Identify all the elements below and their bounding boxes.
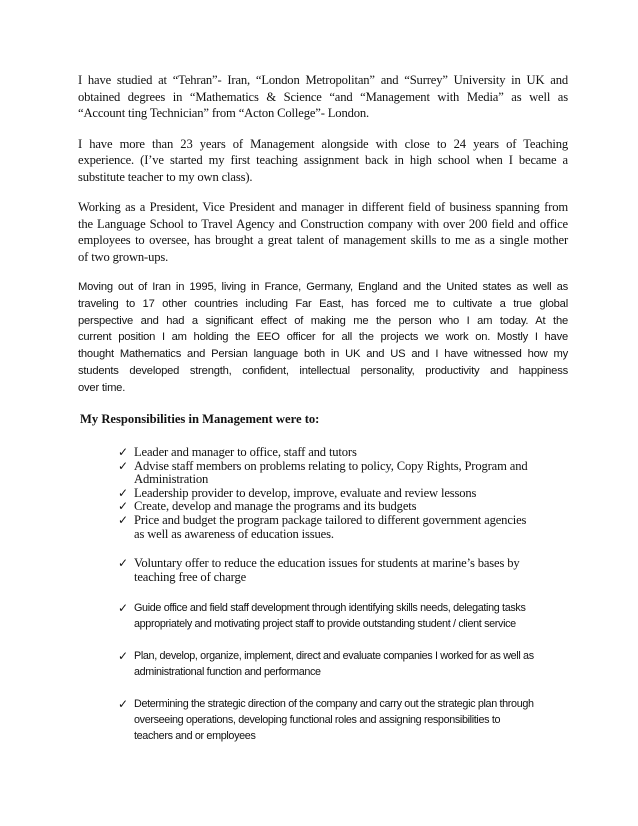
checkmark-icon: ✓ (118, 697, 128, 712)
checkmark-icon: ✓ (118, 499, 128, 514)
paragraph-line: experience. (I’ve started my first teaching assignment back in high school when I became a (78, 153, 568, 167)
checkmark-icon: ✓ (118, 512, 128, 527)
list-item-text: Guide office and field staff development through identifying skills needs, delegating tasks (134, 602, 526, 615)
paragraph-line: “Account ting Technician” from “Acton College”- London. (78, 106, 370, 120)
list-item (118, 514, 570, 541)
responsibilities-heading: My Responsibilities in Management were to: (80, 411, 320, 426)
paragraph-line: the Language School to Travel Agency and Construction company with over 200 field and office (78, 216, 568, 231)
paragraph-line: current position I am holding the EEO officer for all the projects we work on. Mostly I have (78, 331, 568, 344)
list-item-text: Determining the strategic direction of the company and carry out the strategic plan through (134, 698, 534, 711)
paragraph-line: obtained degrees in “Mathematics & Science “and “Management with Media” as well as (78, 89, 568, 104)
paragraph (78, 199, 568, 265)
paragraphs (78, 72, 568, 397)
paragraph-line: I have studied at “Tehran”- Iran, “London Metropolitan” and “Surrey” University in UK and (78, 73, 568, 87)
paragraph-line: Working as a President, Vice President and manager in different field of business spanning from (78, 200, 568, 214)
list-item-text: appropriately and motivating project staff to provide outstanding student / client service (134, 618, 516, 631)
document-body (78, 72, 568, 427)
list-item-text: overseeing operations, developing functional roles and assigning responsibilities to (134, 714, 501, 727)
paragraph (78, 136, 568, 186)
paragraph (78, 279, 568, 397)
checkmark-icon: ✓ (118, 649, 128, 664)
paragraph-line: students developed strength, confident, intellectual personality, productivity and happiness (78, 364, 568, 377)
list-item-text: Create, develop and manage the programs and its budgets (134, 499, 417, 514)
paragraph-line: substitute teacher to my own class). (78, 169, 253, 184)
list-item (118, 500, 570, 514)
paragraph-line: traveling to 17 other countries including Far East, has forced me to cultivate a true global (78, 297, 568, 310)
responsibilities-list (118, 446, 570, 744)
checkmark-icon: ✓ (118, 556, 128, 571)
checkmark-icon: ✓ (118, 601, 128, 616)
list-item (118, 460, 570, 487)
list-item (118, 696, 570, 744)
paragraph-line: Moving out of Iran in 1995, living in France, Germany, England and the United states as well as (78, 281, 568, 293)
list-item-text: Advise staff members on problems relating to policy, Copy Rights, Program and (134, 458, 528, 473)
paragraph (78, 72, 568, 122)
list-item-text: teaching free of charge (134, 569, 247, 584)
list-item-text: Leader and manager to office, staff and tutors (134, 445, 357, 459)
list-item-text: teachers and or employees (134, 730, 256, 743)
paragraph-line: of two grown-ups. (78, 249, 169, 264)
list-item-text: as well as awareness of education issues. (134, 526, 334, 541)
paragraph-line: thought Mathematics and Persian language both in UK and US and I have witnessed how my (78, 348, 568, 361)
list-item (118, 648, 570, 680)
list-item (118, 600, 570, 632)
checkmark-icon: ✓ (118, 445, 128, 459)
checkmark-icon: ✓ (118, 458, 128, 473)
paragraph-line: perspective and had a significant effect of making me the person who I am today. At the (78, 314, 568, 327)
list-item (118, 557, 570, 584)
list-item-text: Leadership provider to develop, improve, evaluate and review lessons (134, 485, 477, 500)
list-item (118, 446, 570, 460)
list-item-text: Voluntary offer to reduce the education issues for students at marine’s bases by (134, 556, 520, 571)
list-item (118, 487, 570, 501)
list-item-text: administrational function and performance (134, 666, 321, 679)
list-item-text: Price and budget the program package tailored to different government agencies (134, 512, 527, 527)
paragraph-line: I have more than 23 years of Management alongside with close to 24 years of Teaching (78, 136, 568, 151)
checkmark-icon: ✓ (118, 485, 128, 500)
paragraph-line: employees to oversee, has brought a great talent of management skills to me as a single mother (78, 233, 568, 247)
list-item-text: Administration (134, 472, 209, 487)
list-item-text: Plan, develop, organize, implement, direct and evaluate companies I worked for as well as (134, 650, 534, 663)
paragraph-line: over time. (78, 381, 126, 394)
